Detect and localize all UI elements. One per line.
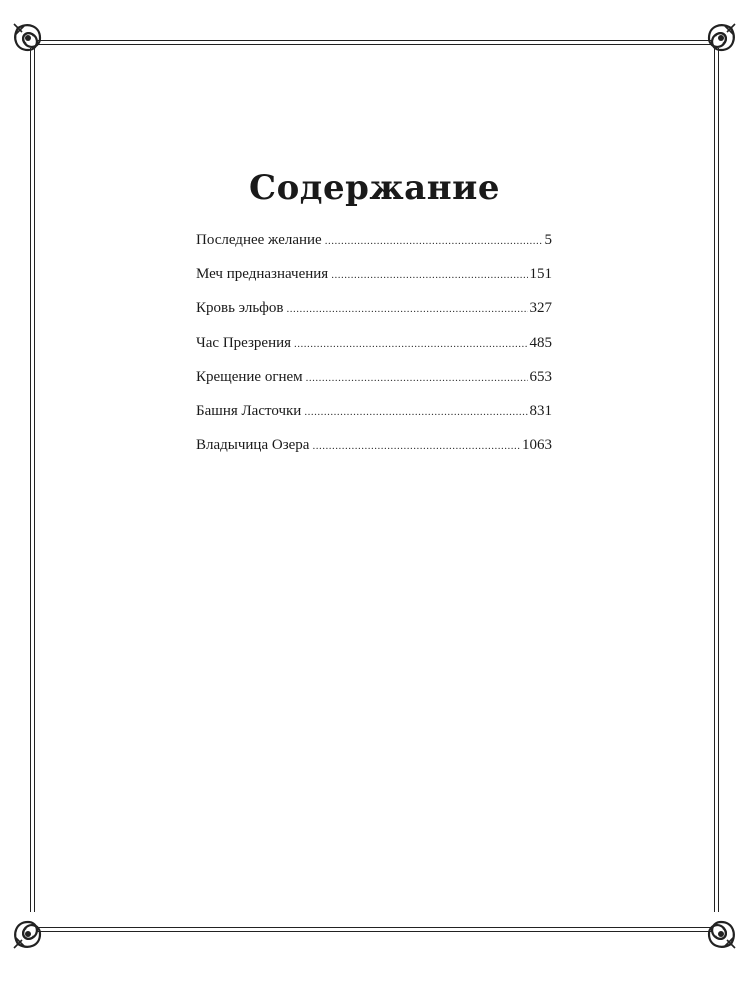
toc-entry-page: 327 xyxy=(529,300,552,317)
toc-entry-page: 151 xyxy=(529,266,552,283)
toc-entry-title: Меч предназначения xyxy=(196,266,329,283)
toc-entry-page: 831 xyxy=(529,402,552,419)
toc-entry-page: 653 xyxy=(529,368,552,385)
toc-entry[interactable] xyxy=(196,266,552,300)
toc-entry[interactable] xyxy=(196,403,552,437)
toc-leader-dots xyxy=(294,338,527,350)
toc-leader-dots xyxy=(325,235,543,247)
toc-entry-title: Башня Ласточки xyxy=(196,402,302,419)
toc-entry[interactable] xyxy=(196,232,552,266)
toc-leader-dots xyxy=(304,406,527,418)
toc-entry[interactable] xyxy=(196,437,552,471)
toc-leader-dots xyxy=(312,440,520,452)
toc-entry[interactable] xyxy=(196,300,552,334)
toc-entry-title: Час Презрения xyxy=(196,334,292,351)
corner-ornament-bottom-right-icon xyxy=(709,922,735,948)
toc-entry-page: 485 xyxy=(529,334,552,351)
corner-ornament-top-left-icon xyxy=(14,24,40,50)
toc-entry-title: Крещение огнем xyxy=(196,368,303,385)
corner-ornament-top-right-icon xyxy=(709,24,735,50)
toc-entry-page: 5 xyxy=(544,232,552,248)
page-title: Содержание xyxy=(249,168,500,208)
toc-leader-dots xyxy=(286,303,527,315)
toc-entry[interactable] xyxy=(196,369,552,403)
table-of-contents xyxy=(196,232,552,471)
toc-entry[interactable] xyxy=(196,335,552,369)
toc-entry-title: Последнее желание xyxy=(196,232,322,248)
corner-ornament-bottom-left-icon xyxy=(14,922,40,948)
toc-entry-title: Кровь эльфов xyxy=(196,300,284,317)
toc-leader-dots xyxy=(331,269,527,281)
toc-entry-page: 1063 xyxy=(522,437,552,454)
toc-entry-title: Владычица Озера xyxy=(196,437,310,454)
toc-leader-dots xyxy=(306,372,528,384)
